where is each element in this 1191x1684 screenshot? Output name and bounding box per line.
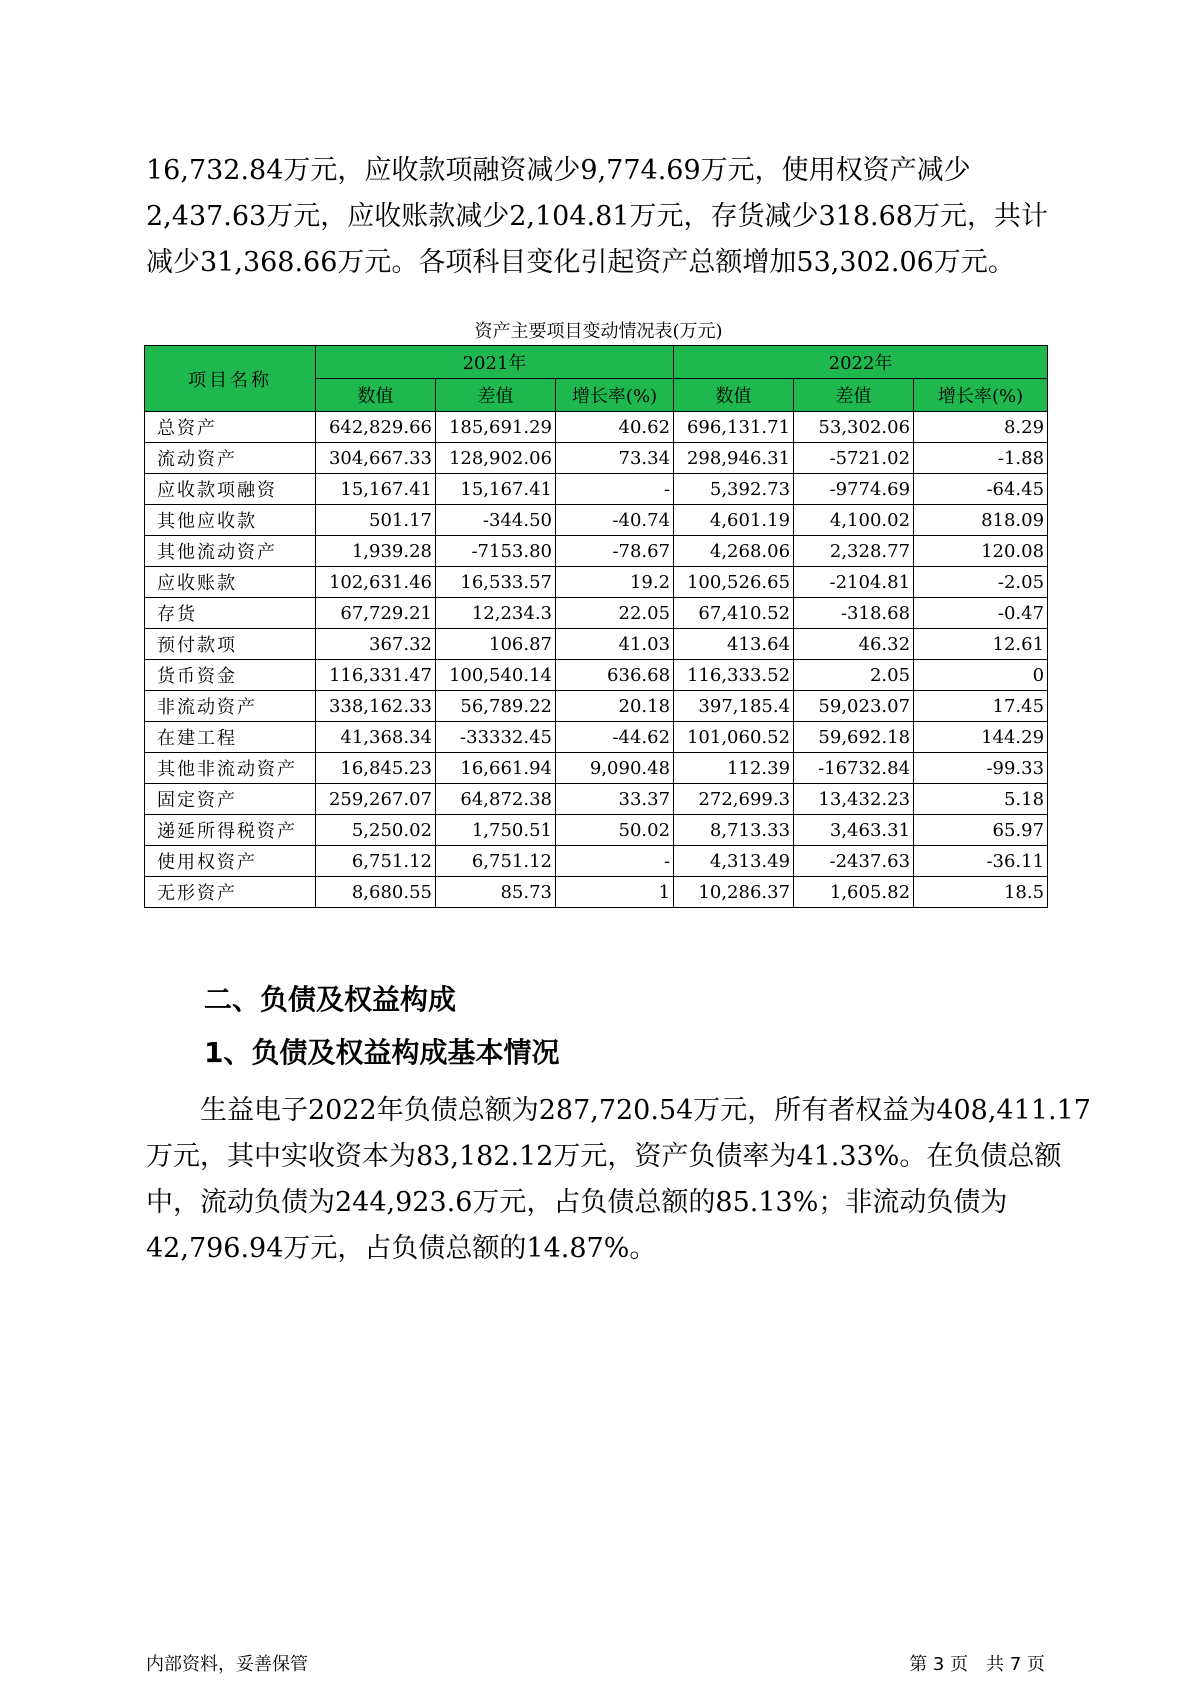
diff-2022-cell: -9774.69 <box>794 474 914 505</box>
value-2021-cell: 304,667.33 <box>316 443 436 474</box>
row-name-cell: 其他流动资产 <box>145 536 316 567</box>
header-growth-rate: 增长率(%) <box>914 379 1048 412</box>
table-row <box>145 660 1048 691</box>
rate-2022-cell: 65.97 <box>914 815 1048 846</box>
diff-2022-cell: -318.68 <box>794 598 914 629</box>
value-2021-cell: 642,829.66 <box>316 412 436 443</box>
intro-line: 2,437.63万元，应收账款减少2,104.81万元，存货减少318.68万元，共计 <box>146 201 1048 232</box>
diff-2021-cell: 64,872.38 <box>436 784 556 815</box>
table-row <box>145 846 1048 877</box>
value-2021-cell: 6,751.12 <box>316 846 436 877</box>
header-value: 数值 <box>316 379 436 412</box>
rate-2021-cell: 22.05 <box>556 598 674 629</box>
table-row <box>145 815 1048 846</box>
value-2022-cell: 4,313.49 <box>674 846 794 877</box>
table-row <box>145 784 1048 815</box>
header-item-name: 项目名称 <box>145 346 316 412</box>
table-row <box>145 598 1048 629</box>
rate-2021-cell: - <box>556 846 674 877</box>
table-row <box>145 753 1048 784</box>
value-2021-cell: 367.32 <box>316 629 436 660</box>
intro-line: 16,732.84万元，应收款项融资减少9,774.69万元，使用权资产减少 <box>146 155 971 186</box>
row-name-cell: 在建工程 <box>145 722 316 753</box>
table-row <box>145 722 1048 753</box>
value-2022-cell: 100,526.65 <box>674 567 794 598</box>
footer-confidential-note: 内部资料，妥善保管 <box>146 1654 308 1675</box>
rate-2022-cell: -0.47 <box>914 598 1048 629</box>
table-title: 资产主要项目变动情况表(万元) <box>474 321 723 342</box>
value-2022-cell: 4,268.06 <box>674 536 794 567</box>
value-2021-cell: 15,167.41 <box>316 474 436 505</box>
value-2022-cell: 5,392.73 <box>674 474 794 505</box>
value-2021-cell: 67,729.21 <box>316 598 436 629</box>
diff-2021-cell: 56,789.22 <box>436 691 556 722</box>
table-row <box>145 443 1048 474</box>
header-year-2022: 2022年 <box>674 346 1048 379</box>
diff-2022-cell: 4,100.02 <box>794 505 914 536</box>
table-body <box>145 412 1048 908</box>
rate-2021-cell: -44.62 <box>556 722 674 753</box>
rate-2021-cell: 1 <box>556 877 674 908</box>
diff-2022-cell: 59,023.07 <box>794 691 914 722</box>
diff-2021-cell: 15,167.41 <box>436 474 556 505</box>
diff-2021-cell: 16,661.94 <box>436 753 556 784</box>
rate-2021-cell: 40.62 <box>556 412 674 443</box>
value-2021-cell: 116,331.47 <box>316 660 436 691</box>
diff-2022-cell: 2,328.77 <box>794 536 914 567</box>
value-2021-cell: 501.17 <box>316 505 436 536</box>
value-2022-cell: 4,601.19 <box>674 505 794 536</box>
rate-2022-cell: -1.88 <box>914 443 1048 474</box>
value-2021-cell: 102,631.46 <box>316 567 436 598</box>
row-name-cell: 预付款项 <box>145 629 316 660</box>
diff-2022-cell: -16732.84 <box>794 753 914 784</box>
value-2021-cell: 16,845.23 <box>316 753 436 784</box>
diff-2021-cell: -7153.80 <box>436 536 556 567</box>
row-name-cell: 应收账款 <box>145 567 316 598</box>
row-name-cell: 非流动资产 <box>145 691 316 722</box>
rate-2022-cell: 5.18 <box>914 784 1048 815</box>
value-2022-cell: 10,286.37 <box>674 877 794 908</box>
paragraph-line: 中，流动负债为244,923.6万元，占负债总额的85.13%；非流动负债为 <box>146 1187 1008 1218</box>
diff-2021-cell: 106.87 <box>436 629 556 660</box>
diff-2022-cell: 1,605.82 <box>794 877 914 908</box>
table-row <box>145 567 1048 598</box>
table-row <box>145 877 1048 908</box>
value-2021-cell: 338,162.33 <box>316 691 436 722</box>
header-growth-rate: 增长率(%) <box>556 379 674 412</box>
diff-2021-cell: 1,750.51 <box>436 815 556 846</box>
table-row <box>145 629 1048 660</box>
footer-page-number: 第 3 页 共 7 页 <box>909 1654 1045 1675</box>
paragraph-line: 生益电子2022年负债总额为287,720.54万元，所有者权益为408,411.17 <box>146 1095 1091 1126</box>
table-row <box>145 536 1048 567</box>
rate-2022-cell: 144.29 <box>914 722 1048 753</box>
rate-2021-cell: 50.02 <box>556 815 674 846</box>
diff-2022-cell: 53,302.06 <box>794 412 914 443</box>
rate-2021-cell: 20.18 <box>556 691 674 722</box>
rate-2021-cell: - <box>556 474 674 505</box>
row-name-cell: 固定资产 <box>145 784 316 815</box>
row-name-cell: 其他应收款 <box>145 505 316 536</box>
header-year-2021: 2021年 <box>316 346 674 379</box>
rate-2022-cell: 17.45 <box>914 691 1048 722</box>
diff-2021-cell: 185,691.29 <box>436 412 556 443</box>
rate-2021-cell: 19.2 <box>556 567 674 598</box>
value-2022-cell: 298,946.31 <box>674 443 794 474</box>
diff-2021-cell: -344.50 <box>436 505 556 536</box>
paragraph-line: 万元，其中实收资本为83,182.12万元，资产负债率为41.33%。在负债总额 <box>146 1141 1062 1172</box>
diff-2022-cell: -2437.63 <box>794 846 914 877</box>
diff-2021-cell: 6,751.12 <box>436 846 556 877</box>
row-name-cell: 无形资产 <box>145 877 316 908</box>
rate-2021-cell: 9,090.48 <box>556 753 674 784</box>
rate-2022-cell: 120.08 <box>914 536 1048 567</box>
rate-2021-cell: 636.68 <box>556 660 674 691</box>
diff-2021-cell: -33332.45 <box>436 722 556 753</box>
liability-paragraph <box>146 1088 1091 1272</box>
section-heading: 二、负债及权益构成 <box>204 983 457 1016</box>
row-name-cell: 使用权资产 <box>145 846 316 877</box>
diff-2021-cell: 12,234.3 <box>436 598 556 629</box>
row-name-cell: 总资产 <box>145 412 316 443</box>
diff-2022-cell: 59,692.18 <box>794 722 914 753</box>
header-difference: 差值 <box>436 379 556 412</box>
value-2022-cell: 397,185.4 <box>674 691 794 722</box>
table-row <box>145 474 1048 505</box>
diff-2022-cell: -2104.81 <box>794 567 914 598</box>
diff-2022-cell: 2.05 <box>794 660 914 691</box>
row-name-cell: 存货 <box>145 598 316 629</box>
asset-change-table <box>144 345 1048 908</box>
row-name-cell: 应收款项融资 <box>145 474 316 505</box>
rate-2021-cell: -40.74 <box>556 505 674 536</box>
rate-2022-cell: 12.61 <box>914 629 1048 660</box>
table-row <box>145 505 1048 536</box>
value-2021-cell: 41,368.34 <box>316 722 436 753</box>
rate-2022-cell: 0 <box>914 660 1048 691</box>
table-row <box>145 412 1048 443</box>
rate-2021-cell: 33.37 <box>556 784 674 815</box>
diff-2022-cell: 46.32 <box>794 629 914 660</box>
rate-2022-cell: -36.11 <box>914 846 1048 877</box>
intro-line: 减少31,368.66万元。各项科目变化引起资产总额增加53,302.06万元。 <box>146 247 1015 278</box>
value-2022-cell: 67,410.52 <box>674 598 794 629</box>
rate-2022-cell: -64.45 <box>914 474 1048 505</box>
diff-2022-cell: -5721.02 <box>794 443 914 474</box>
rate-2022-cell: 8.29 <box>914 412 1048 443</box>
diff-2022-cell: 3,463.31 <box>794 815 914 846</box>
value-2022-cell: 116,333.52 <box>674 660 794 691</box>
value-2022-cell: 8,713.33 <box>674 815 794 846</box>
value-2022-cell: 272,699.3 <box>674 784 794 815</box>
rate-2021-cell: 41.03 <box>556 629 674 660</box>
row-name-cell: 货币资金 <box>145 660 316 691</box>
value-2022-cell: 101,060.52 <box>674 722 794 753</box>
table-row <box>145 691 1048 722</box>
rate-2022-cell: -2.05 <box>914 567 1048 598</box>
diff-2021-cell: 16,533.57 <box>436 567 556 598</box>
row-name-cell: 其他非流动资产 <box>145 753 316 784</box>
rate-2022-cell: 818.09 <box>914 505 1048 536</box>
subsection-heading: 1、负债及权益构成基本情况 <box>204 1036 560 1069</box>
rate-2022-cell: 18.5 <box>914 877 1048 908</box>
value-2022-cell: 112.39 <box>674 753 794 784</box>
value-2021-cell: 259,267.07 <box>316 784 436 815</box>
header-difference: 差值 <box>794 379 914 412</box>
value-2022-cell: 696,131.71 <box>674 412 794 443</box>
diff-2021-cell: 85.73 <box>436 877 556 908</box>
rate-2022-cell: -99.33 <box>914 753 1048 784</box>
header-value: 数值 <box>674 379 794 412</box>
paragraph-line: 42,796.94万元，占负债总额的14.87%。 <box>146 1233 657 1264</box>
value-2021-cell: 5,250.02 <box>316 815 436 846</box>
diff-2021-cell: 100,540.14 <box>436 660 556 691</box>
diff-2021-cell: 128,902.06 <box>436 443 556 474</box>
diff-2022-cell: 13,432.23 <box>794 784 914 815</box>
rate-2021-cell: 73.34 <box>556 443 674 474</box>
value-2022-cell: 413.64 <box>674 629 794 660</box>
row-name-cell: 递延所得税资产 <box>145 815 316 846</box>
rate-2021-cell: -78.67 <box>556 536 674 567</box>
intro-paragraph <box>146 148 1051 286</box>
row-name-cell: 流动资产 <box>145 443 316 474</box>
value-2021-cell: 1,939.28 <box>316 536 436 567</box>
value-2021-cell: 8,680.55 <box>316 877 436 908</box>
